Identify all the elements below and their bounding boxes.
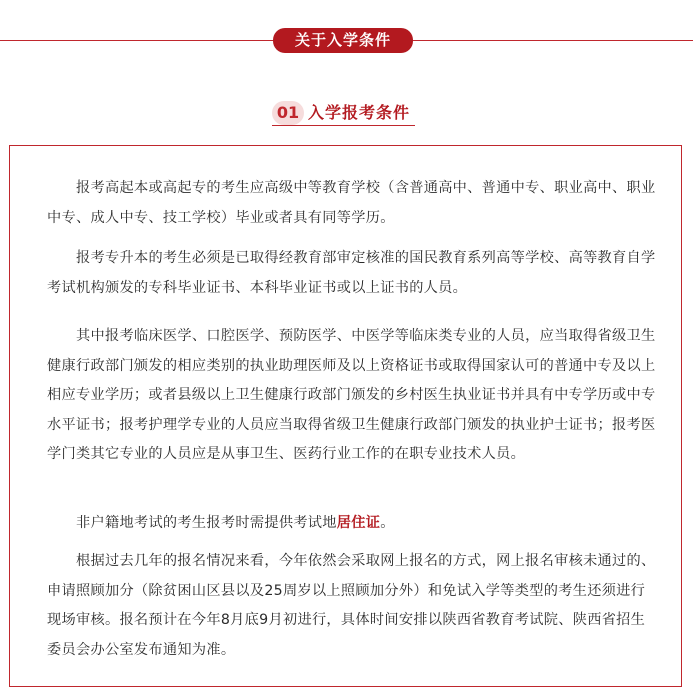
banner-title: 关于入学条件 <box>273 28 413 53</box>
section-number-badge: 01 <box>272 101 304 125</box>
section-underline <box>272 125 415 126</box>
paragraph-residence-permit <box>47 509 657 539</box>
residence-end: 。 <box>380 515 395 531</box>
section-heading <box>272 100 422 128</box>
section-title: 入学报考条件 <box>308 103 411 122</box>
residence-text: 非户籍地考试的考生报考时需提供考试地 <box>76 515 337 531</box>
paragraph-upgrade-requirements: 报考专升本的考生必须是已取得经教育部审定核准的国民教育系列高等学校、高等教育自学考试机构颁发的专科毕业证书、本科毕业证书或以上证书的人员。 <box>47 250 656 296</box>
paragraph-undergraduate-requirements: 报考高起本或高起专的考生应高级中等教育学校（含普通高中、普通中专、职业高中、职业中专、成人中专、技工学校）毕业或者具有同等学历。 <box>47 180 656 226</box>
paragraph-registration-info: 根据过去几年的报名情况来看，今年依然会采取网上报名的方式，网上报名审核未通过的、申请照顾加分（除贫困山区县以及25周岁以上照顾加分外）和免试入学等类型的考生还须进行现场审核。报名预计在今年8月底9月初进行，具体时间安排以陕西省教育考试院、陕西省招生委员会办公室发布通知为准。 <box>47 553 656 658</box>
residence-permit-highlight: 居住证 <box>336 515 381 531</box>
paragraph-medical-requirements: 其中报考临床医学、口腔医学、预防医学、中医学等临床类专业的人员，应当取得省级卫生健康行政部门颁发的相应类别的执业助理医师及以上资格证书或取得国家认可的普通中专及以上相应专业学历；或者县级以上卫生健康行政部门颁发的乡村医生执业证书并具有中专学历或中专水平证书；报考护理学专业的人员应当取得省级卫生健康行政部门颁发的执业护士证书；报考医学门类其它专业的人员应是从事卫生、医药行业工作的在职专业技术人员。 <box>47 328 656 462</box>
content-box <box>9 145 682 687</box>
